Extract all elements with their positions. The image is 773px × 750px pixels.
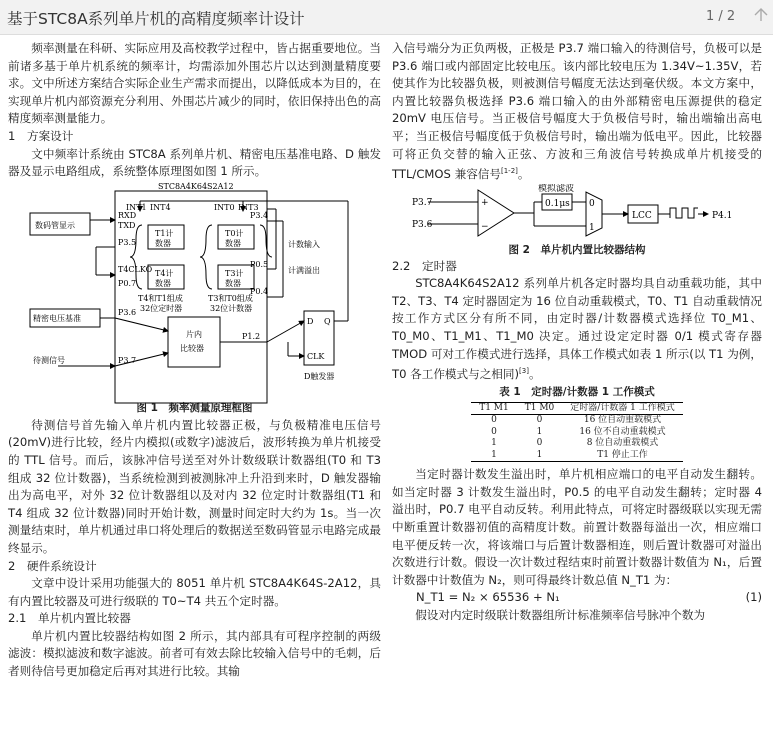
svg-text:数器: 数器: [155, 238, 171, 248]
p12-pin: P1.2: [242, 331, 261, 341]
t4clko-pin: T4CLKO: [118, 264, 153, 274]
table-1-caption: 表 1 定时器/计数器 1 工作模式: [499, 385, 655, 398]
final-paragraph: 假设对内定时级联计数器组所计标准频率信号脉冲个数为: [415, 607, 706, 622]
dff-block: D触发器: [304, 371, 335, 381]
lcc-block: LCC: [632, 210, 652, 221]
comparator-block: 片内: [186, 329, 202, 339]
equation-1: [392, 589, 762, 607]
overflow-paragraph: 当定时器计数发生溢出时，单片机相应端口的电平自动发生翻转。如当定时器 3 计数发生溢出时，P0.5 的电平自动发生翻转；定时器 4 溢出时，P0.7 电平自动反转。利用此特点，可将定时器级联以实现无需中断重置计数器初值的高精度计数。前置计数器每溢出一次，相应端口电平便反转一次，将该端口与后置计数器相连，则后置计数器可对溢出次数进行计数。假设一次计数过程结束时前置计数器计数值为 N₁，后置计数器中计数值为 N₂，则可得最终计数总值 N_T1 为：: [392, 467, 762, 587]
svg-text:−: −: [481, 221, 489, 232]
p34-pin: P3.4: [250, 210, 269, 220]
t1-counter: T1计: [155, 228, 174, 238]
timer-paragraph: STC8A4K64S2A12 系列单片机各定时器均具自动重载功能，其中 T2、T3、T4 定时器固定为 16 位自动重载模式，T0、T1 自动重载情况按工作方式区分有所不同，由定时器/计数器模式选择位 T0_M1、T0_M0、T1_M1、T1_M0 决定。通过设定定时器 0/1 模式寄存器 TMOD 可对工作模式进行选择，具体工作模式如表 1 所示(以 T1 为例，T0 各工作模式与之相同)[3]。: [392, 276, 762, 382]
section-2-2-heading: 2.2 定时器: [392, 258, 457, 273]
txd-pin: TXD: [118, 220, 136, 230]
citation-1-2[interactable]: [1-2]: [500, 167, 518, 176]
p36-input: P3.6: [412, 219, 433, 230]
svg-text:0: 0: [589, 198, 595, 209]
count-input-label: 计数输入: [288, 239, 320, 249]
analog-filter-label: 模拟滤波: [538, 183, 575, 194]
svg-text:32位定时器: 32位定时器: [140, 303, 183, 313]
p37-pin: P3.7: [118, 355, 137, 365]
comparator-continued-paragraph: 入信号端分为正负两极，正极是 P3.7 端口输入的待测信号，负极可以是 P3.6 端口或内部固定比较电压。该内部比较电压为 1.34V~1.35V，若使其作为比较器负极，则被测信号幅度无法达到毫伏级。本文方案中，内置比较器负极选择 P3.6 端口输入的由外部精密电压源提供的稳定 20mV 电压信号。当正极信号幅度大于负极信号时，输出端输出高电平；当正极信号幅度低于负极信号时，输出端为低电平。因此，比较器可将正负交替的输入正弦、方波和三角波信号转换成单片机接受的 TTL/CMOS 兼容信号[1-2]。: [392, 41, 762, 182]
expand-icon[interactable]: [752, 6, 770, 24]
table-row: 0 0 16 位自动重载模式: [491, 415, 662, 426]
equation-number: (1): [745, 590, 762, 605]
p35-pin: P3.5: [118, 237, 137, 247]
section-2-heading: 2 硬件系统设计: [8, 558, 97, 573]
t3-counter: T3计: [225, 268, 244, 278]
rxd-pin: RXD: [118, 210, 137, 220]
int4-pin: INT4: [150, 202, 171, 212]
table-header-row: T1 M1 T1 M0 定时器/计数器 1 工作模式: [471, 402, 683, 415]
page-indicator[interactable]: 1 / 2: [706, 9, 736, 24]
equation-body: N_T1 = N₂ × 65536 + N₁: [416, 590, 560, 605]
table-row: 0 1 16 位不自动重载模式: [491, 426, 666, 437]
hardware-paragraph: 文章中设计采用功能强大的 8051 单片机 STC8A4K64S-2A12，具有内置比较器及可进行级联的 T0~T4 共五个定时器。: [8, 576, 381, 608]
svg-text:比较器: 比较器: [180, 343, 204, 353]
left-column: [8, 40, 381, 681]
document-title: 基于STC8A系列单片机的高精度频率计设计: [7, 10, 305, 28]
table-row: 1 1 T1 停止工作: [471, 450, 683, 462]
signal-input: 待测信号: [33, 355, 65, 365]
figure-2: [392, 184, 762, 258]
figure-2-caption: 图 2 单片机内置比较器结构: [508, 243, 646, 256]
t3t0-note: T3和T0组成: [208, 293, 253, 303]
svg-text:Q: Q: [324, 316, 331, 326]
svg-text:数器: 数器: [225, 278, 241, 288]
reference-block: 精密电压基准: [33, 313, 81, 323]
p36-pin: P3.6: [118, 307, 137, 317]
timer-mode-table: [471, 402, 683, 463]
svg-text:+: +: [481, 197, 489, 208]
right-column: [392, 40, 762, 624]
intro-paragraph: 频率测量在科研、实际应用及高校教学过程中，皆占据重要地位。当前诸多基于单片机系统的频率计，均需添加外围芯片以达到测量精度要求。文中所述方案结合实际企业生产需求而提出，以降低成本为目的，在实现单片机内部资源充分利用、外围芯片减少的同时，依旧保持出色的高精度频率测量能力。: [8, 41, 381, 126]
design-paragraph: 文中频率计系统由 STC8A 系列单片机、精密电压基准电路、D 触发器及显示电路组成，系统整体原理图如图 1 所示。: [8, 146, 381, 179]
svg-text:数器: 数器: [225, 238, 241, 248]
int1-pin: INT1: [126, 202, 147, 212]
section-1-heading: 1 方案设计: [8, 128, 74, 143]
principle-paragraph: 待测信号首先输入单片机内置比较器正极，与负极精准电压信号(20mV)进行比较，经片内模拟(或数字)滤波后，波形转换为单片机接受的 TTL 信号。而后，该脉冲信号送至对外计数级联计数器组(T0 和 T3 组成 32 位计数器)，当系统检测到被测脉冲上升沿到来时，D 触发器输出为高电平，对外 32 位计数器组以及对内 32 位定时计数器组(T1 和 T4 组成 32 位计数器)同时开始计数，测量时间定时大约为 1s。当一次测量结束时，单片机通过串口将处理后的数据送至数码管显示电路完成最终显示。: [8, 417, 381, 555]
table-row: 1 0 8 位自动重载模式: [491, 438, 659, 449]
figure-1-caption: 图 1 频率测量原理框图: [136, 401, 253, 414]
int0-pin: INT0: [214, 202, 235, 212]
citation-3[interactable]: [3]: [519, 367, 529, 376]
svg-text:CLK: CLK: [307, 351, 325, 361]
comparator-paragraph: 单片机内置比较器结构如图 2 所示，其内部具有可程序控制的两级滤波：模拟滤波和数字滤波。前者可有效去除比较输入信号中的毛刺，后者则待信号更加稳定后再对其进行比较。其输: [8, 628, 381, 679]
t4t1-note: T4和T1组成: [138, 293, 183, 303]
viewer-toolbar: [0, 0, 773, 35]
svg-text:数器: 数器: [155, 278, 171, 288]
p37-input: P3.7: [412, 197, 433, 208]
delay-block: 0.1μs: [545, 198, 570, 209]
p07-pin: P0.7: [118, 278, 137, 288]
overflow-label: 计满溢出: [288, 265, 320, 275]
block-diagram: [8, 181, 381, 417]
comparator-diagram: [392, 184, 762, 244]
int3-pin: INT3: [238, 202, 259, 212]
section-2-1-heading: 2.1 单片机内置比较器: [8, 611, 131, 626]
svg-text:D: D: [307, 316, 314, 326]
svg-text:1: 1: [589, 222, 595, 233]
p04-pin: P0.4: [250, 286, 269, 296]
display-block: 数码管显示: [35, 220, 75, 230]
p05-pin: P0.5: [250, 259, 269, 269]
p41-output: P4.1: [712, 210, 733, 221]
svg-text:32位计数器: 32位计数器: [210, 303, 253, 313]
t4-counter: T4计: [155, 268, 174, 278]
figure-1: [8, 181, 381, 417]
chip-label: STC8A4K64S2A12: [158, 181, 234, 191]
t0-counter: T0计: [225, 228, 244, 238]
